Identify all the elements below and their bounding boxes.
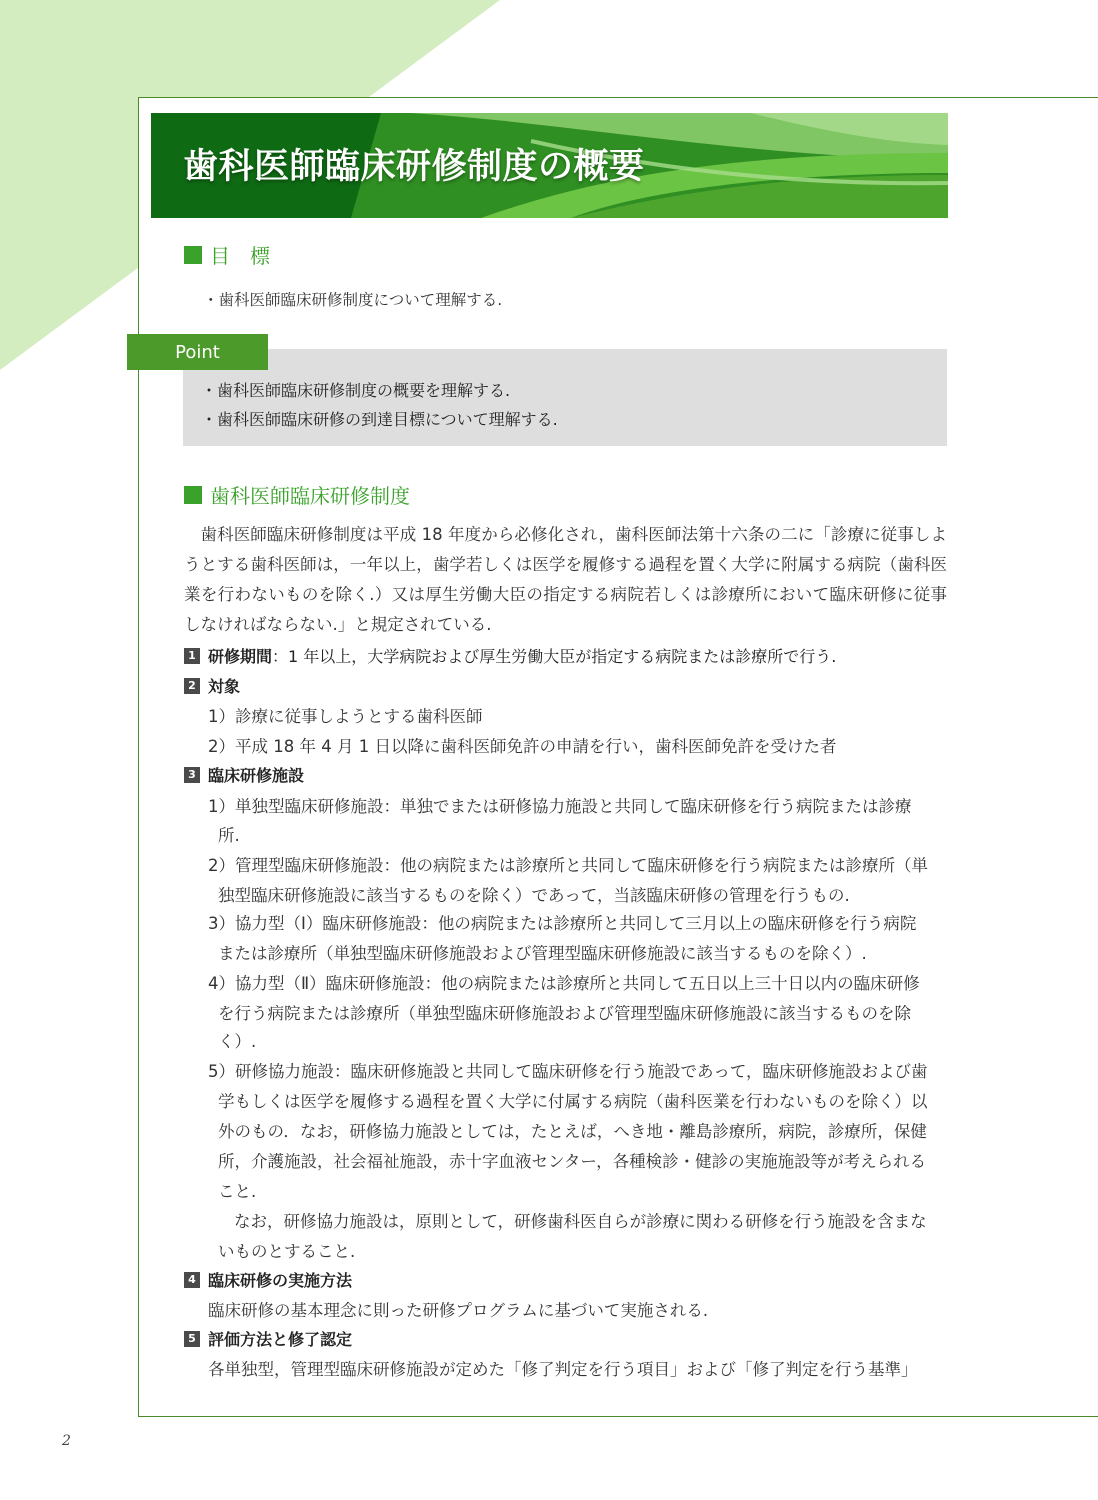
item-number-badge: 2: [184, 678, 200, 694]
item-line: 1）診療に従事しようとする歯科医師: [208, 707, 483, 726]
point-item: ・歯科医師臨床研修制度の概要を理解する.: [201, 381, 511, 400]
section-paragraph-block: [184, 520, 947, 640]
item-line: 臨床研修の基本理念に則った研修プログラムに基づいて実施される.: [208, 1301, 709, 1320]
item-title: 臨床研修施設: [208, 766, 305, 785]
item-number-badge: 3: [184, 767, 200, 783]
item-title: 研修期間: [208, 647, 273, 666]
title-banner: [151, 113, 948, 218]
item-2: [184, 674, 240, 697]
item-line: 4）協力型（Ⅱ）臨床研修施設：他の病院または診療所と共同して五日以上三十日以内の臨床研修: [208, 974, 920, 993]
item-line: こと.: [218, 1182, 257, 1201]
heading-square-icon: [184, 246, 202, 264]
item-title: 対象: [208, 677, 241, 696]
item-line: 外のもの．なお，研修協力施設としては，たとえば，へき地・離島診療所，病院，診療所，保健: [218, 1122, 927, 1141]
section-heading: [184, 480, 410, 509]
item-line: 学もしくは医学を履修する過程を置く大学に付属する病院（歯科医業を行わないものを除く）以: [218, 1092, 928, 1111]
objective-item: ・歯科医師臨床研修制度について理解する.: [203, 291, 503, 309]
item-title: 評価方法と修了認定: [208, 1330, 353, 1349]
item-line: 1）単独型臨床研修施設：単独でまたは研修協力施設と共同して臨床研修を行う病院または診療: [208, 797, 912, 816]
section-paragraph: 歯科医師臨床研修制度は平成 18 年度から必修化され，歯科医師法第十六条の二に「診療に従事しようとする歯科医師は，一年以上，歯学若しくは医学を履修する過程を置く大学に附属する病院（歯科医業を行わないものを除く.）又は厚生労働大臣の指定する病院若しくは診療所において臨床研修に従事しなければならない.」と規定されている.: [184, 525, 947, 634]
item-3: [184, 763, 304, 786]
item-line: 3）協力型（Ⅰ）臨床研修施設：他の病院または診療所と共同して三月以上の臨床研修を行う病院: [208, 914, 917, 933]
section-heading-text: 歯科医師臨床研修制度: [210, 484, 410, 508]
item-line: 独型臨床研修施設に該当するものを除く）であって，当該臨床研修の管理を行うもの.: [218, 886, 850, 905]
point-item: ・歯科医師臨床研修の到達目標について理解する.: [201, 410, 558, 429]
page-number: 2: [62, 1433, 71, 1449]
item-title: 臨床研修の実施方法: [208, 1271, 353, 1290]
item-line: 所.: [218, 826, 240, 845]
item-line: 所，介護施設，社会福祉施設，赤十字血液センター，各種検診・健診の実施施設等が考えられる: [218, 1152, 927, 1171]
item-number-badge: 4: [184, 1272, 200, 1288]
item-line: 2）平成 18 年 4 月 1 日以降に歯科医師免許の申請を行い，歯科医師免許を受けた者: [208, 737, 837, 756]
item-line: いものとすること.: [218, 1242, 356, 1261]
item-number-badge: 1: [184, 648, 200, 664]
objective-heading: [184, 240, 270, 269]
item-4: [184, 1268, 352, 1291]
item-line: なお，研修協力施設は，原則として，研修歯科医自らが診療に関わる研修を行う施設を含まな: [234, 1212, 927, 1231]
item-text: ：1 年以上，大学病院および厚生労働大臣が指定する病院または診療所で行う.: [272, 647, 837, 666]
item-line: を行う病院または診療所（単独型臨床研修施設および管理型臨床研修施設に該当するものを除: [218, 1004, 911, 1023]
item-1: [184, 644, 836, 667]
item-number-badge: 5: [184, 1331, 200, 1347]
objective-heading-text: 目 標: [210, 244, 270, 268]
heading-square-icon: [184, 486, 202, 504]
item-line: 5）研修協力施設：臨床研修施設と共同して臨床研修を行う施設であって，臨床研修施設および歯: [208, 1062, 928, 1081]
item-line: 2）管理型臨床研修施設：他の病院または診療所と共同して臨床研修を行う病院または診療所（単: [208, 856, 928, 875]
point-label: Point: [127, 334, 268, 370]
item-line: または診療所（単独型臨床研修施設および管理型臨床研修施設に該当するものを除く）.: [218, 944, 867, 963]
page-title: 歯科医師臨床研修制度の概要: [183, 147, 645, 187]
item-line: く）.: [218, 1032, 257, 1051]
item-line: 各単独型，管理型臨床研修施設が定めた「修了判定を行う項目」および「修了判定を行う基準」: [208, 1360, 918, 1379]
item-5: [184, 1327, 352, 1350]
